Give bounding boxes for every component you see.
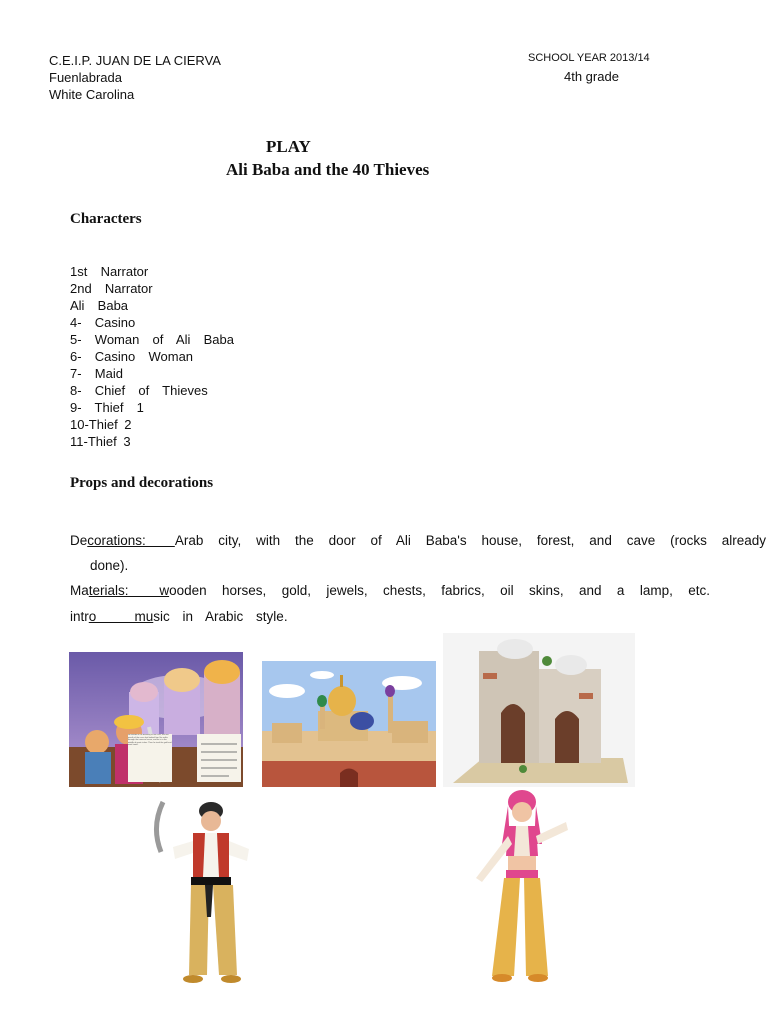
boy-costume-image <box>153 797 263 987</box>
decorations-line <box>70 533 766 548</box>
arab-city-image <box>262 661 436 787</box>
storybook-caption: He stands in the doorway of the cave, and the mouth of the cave shut behind him. He walks through the treasure house, and he is in the middle of great riches. Then he took the gold and went home. <box>128 734 172 782</box>
list-item: 11-Thief 3 <box>70 434 131 449</box>
intro-text: sic in Arabic style. <box>153 609 288 624</box>
materials-text: ooden horses, gold, jewels, chests, fabrics, oil skins, and a lamp, etc. <box>169 583 710 598</box>
characters-list <box>70 263 234 450</box>
house-model-image <box>443 633 635 787</box>
decorations-prefix: De <box>70 533 88 548</box>
characters-heading-text: Characters <box>70 211 142 227</box>
teacher-name: White Carolina <box>49 87 135 102</box>
list-item: 6- Casino Woman <box>70 349 194 364</box>
intro-line <box>70 609 288 624</box>
list-item: 2nd Narrator <box>70 281 153 296</box>
list-item: 7- Maid <box>70 366 123 381</box>
materials-line <box>70 583 710 598</box>
decorations-cont: done). <box>90 558 129 573</box>
school-city: Fuenlabrada <box>49 70 122 85</box>
storybook-image <box>69 652 243 787</box>
intro-prefix: intr <box>70 609 89 624</box>
props-heading <box>70 475 213 492</box>
list-item: 10-Thief 2 <box>70 417 132 432</box>
list-item: 4- Casino <box>70 315 136 330</box>
girl-costume-image <box>458 786 578 986</box>
grade: 4th grade <box>564 69 619 84</box>
list-item: 5- Woman of Ali Baba <box>70 332 234 347</box>
decorations-label: corations: <box>87 533 175 548</box>
intro-label: o mu <box>88 609 154 624</box>
school-header <box>49 52 221 103</box>
school-year: SCHOOL YEAR 2013/14 <box>528 52 650 64</box>
characters-heading <box>70 211 142 228</box>
school-name: C.E.I.P. JUAN DE LA CIERVA <box>49 53 221 68</box>
play-title: Ali Baba and the 40 Thieves <box>226 160 430 179</box>
materials-prefix: Ma <box>70 583 89 598</box>
list-item: Ali Baba <box>70 298 129 313</box>
materials-label: terials: w <box>88 583 170 598</box>
props-heading-text: Props and decorations <box>70 475 214 491</box>
list-item: 1st Narrator <box>70 264 149 279</box>
decorations-text: Arab city, with the door of Ali Baba's house, forest, and cave (rocks already <box>174 533 766 548</box>
list-item: 9- Thief 1 <box>70 400 144 415</box>
play-label: PLAY <box>266 137 311 156</box>
list-item: 8- Chief of Thieves <box>70 383 208 398</box>
